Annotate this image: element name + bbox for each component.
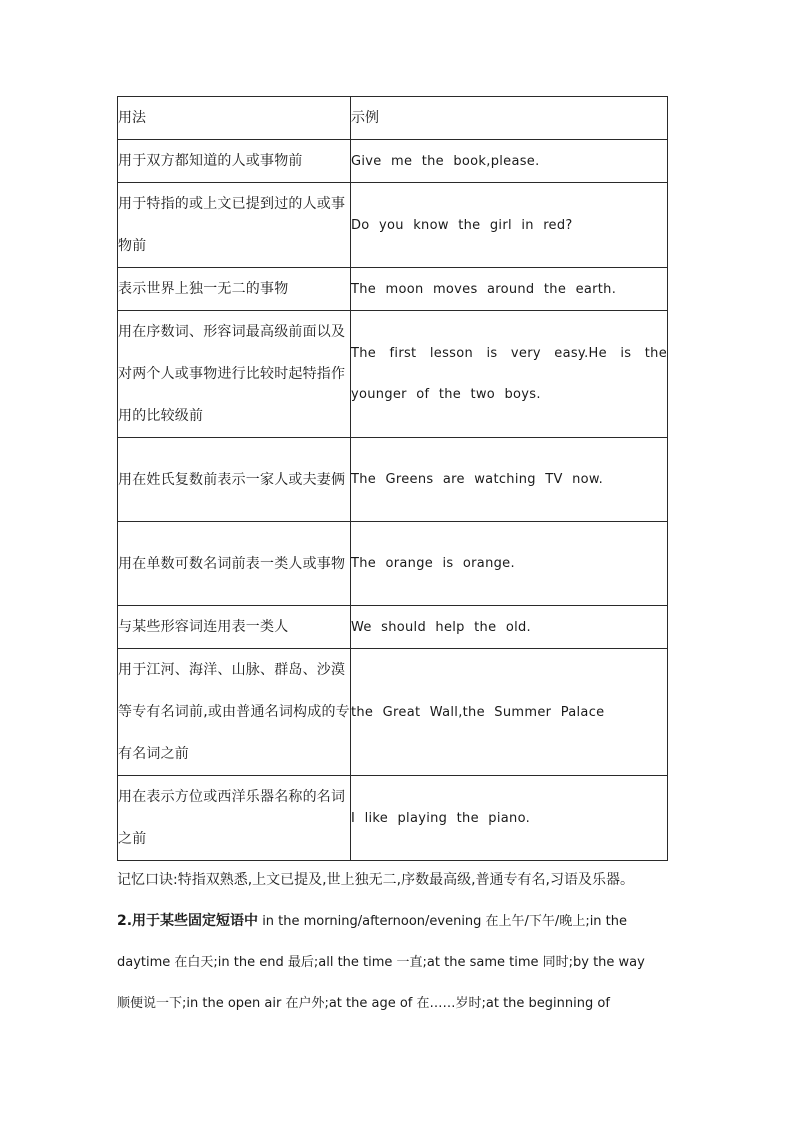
example-cell: Do you know the girl in red? [351, 183, 668, 268]
section2-heading: 2.用于某些固定短语中 [117, 913, 259, 929]
header-usage: 用法 [118, 97, 351, 140]
table-row [118, 522, 668, 606]
usage-cell: 用于江河、海洋、山脉、群岛、沙漠等专有名词前,或由普通名词构成的专有名词之前 [118, 649, 351, 776]
example-cell: The Greens are watching TV now. [351, 438, 668, 522]
mnemonic-line: 记忆口诀:特指双熟悉,上文已提及,世上独无二,序数最高级,普通专有名,习语及乐器。 [117, 872, 634, 888]
table-header-row [118, 97, 668, 140]
table-row [118, 311, 668, 438]
usage-cell: 用在单数可数名词前表一类人或事物 [118, 522, 351, 606]
example-cell: Give me the book,please. [351, 140, 668, 183]
example-cell: the Great Wall,the Summer Palace [351, 649, 668, 776]
table-row [118, 776, 668, 861]
section2-line1 [117, 910, 687, 930]
table-row [118, 606, 668, 649]
table-row [118, 268, 668, 311]
example-cell: The first lesson is very easy.He is the younger of the two boys. [351, 311, 668, 438]
usage-table [117, 96, 668, 861]
example-cell: We should help the old. [351, 606, 668, 649]
example-cell: The orange is orange. [351, 522, 668, 606]
usage-cell: 表示世界上独一无二的事物 [118, 268, 351, 311]
example-cell: The moon moves around the earth. [351, 268, 668, 311]
usage-cell: 用于特指的或上文已提到过的人或事物前 [118, 183, 351, 268]
usage-cell: 用在序数词、形容词最高级前面以及对两个人或事物进行比较时起特指作用的比较级前 [118, 311, 351, 438]
usage-cell: 用在姓氏复数前表示一家人或夫妻俩 [118, 438, 351, 522]
usage-cell: 与某些形容词连用表一类人 [118, 606, 351, 649]
table-row [118, 183, 668, 268]
section2-line3: 顺便说一下;in the open air 在户外;at the age of 在……岁时;at the beginning of [117, 996, 610, 1011]
section2-line1-text: in the morning/afternoon/evening 在上午/下午/晚上;in the [258, 914, 628, 929]
header-example: 示例 [351, 97, 668, 140]
usage-cell: 用在表示方位或西洋乐器名称的名词之前 [118, 776, 351, 861]
table-row [118, 438, 668, 522]
example-cell: I like playing the piano. [351, 776, 668, 861]
usage-cell: 用于双方都知道的人或事物前 [118, 140, 351, 183]
table-row [118, 140, 668, 183]
section2-line2: daytime 在白天;in the end 最后;all the time 一直;at the same time 同时;by the way [117, 955, 645, 970]
table-row [118, 649, 668, 776]
